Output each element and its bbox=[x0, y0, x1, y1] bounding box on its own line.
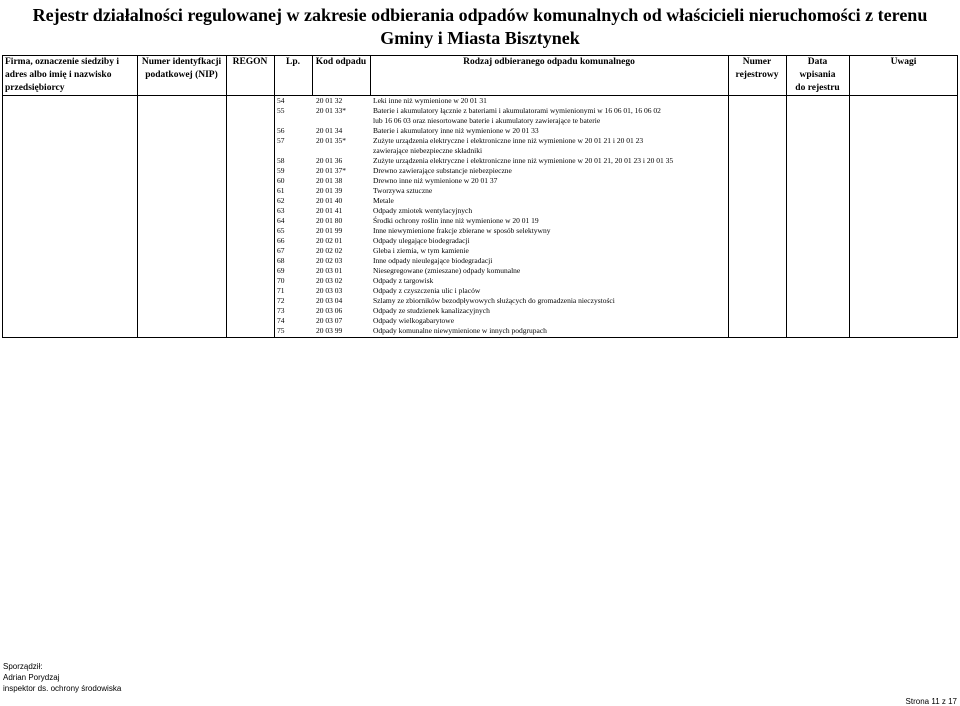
entry-description bbox=[373, 236, 728, 246]
entry-description bbox=[373, 266, 728, 276]
entry-description-line: Odpady komunalne niewymienione w innych podgrupach bbox=[373, 326, 547, 335]
entry-description-line: Tworzywa sztuczne bbox=[373, 186, 433, 195]
header-regon bbox=[226, 55, 274, 95]
entry-description bbox=[373, 106, 728, 126]
entry-description bbox=[373, 176, 728, 186]
entry-lp: 67 bbox=[277, 246, 285, 255]
entry-lp: 62 bbox=[277, 196, 285, 205]
header-line: do rejestru bbox=[795, 83, 840, 93]
entry-description-line: Odpady ulegające biodegradacji bbox=[373, 236, 470, 245]
prepared-by bbox=[3, 661, 121, 694]
header-remarks bbox=[849, 55, 958, 95]
entry-lp: 57 bbox=[277, 136, 285, 145]
header-line: przedsiębiorcy bbox=[5, 83, 65, 93]
entry-waste-code: 20 01 38 bbox=[316, 176, 343, 185]
entry-waste-code: 20 01 32 bbox=[316, 96, 343, 105]
header-waste-code bbox=[312, 55, 370, 95]
waste-entry bbox=[274, 176, 728, 186]
entry-description-line: Niesegregowane (zmieszane) odpady komunalne bbox=[373, 266, 521, 275]
waste-entry bbox=[274, 136, 728, 156]
header-line: Kod odpadu bbox=[315, 57, 367, 67]
waste-entry bbox=[274, 236, 728, 246]
entry-description-line: zawierające niebezpieczne składniki bbox=[373, 146, 483, 155]
header-registry-number bbox=[728, 55, 786, 95]
header-line: REGON bbox=[232, 57, 268, 67]
entry-description bbox=[373, 166, 728, 176]
entry-description bbox=[373, 126, 728, 136]
waste-entry bbox=[274, 246, 728, 256]
entry-lp: 73 bbox=[277, 306, 285, 315]
entry-description-line: Metale bbox=[373, 196, 394, 205]
entry-description bbox=[373, 186, 728, 196]
header-line: podatkowej (NIP) bbox=[145, 70, 218, 80]
entry-description-line: Szlamy ze zbiorników bezodpływowych służących do gromadzenia nieczystości bbox=[373, 296, 615, 305]
header-line: Numer bbox=[742, 57, 772, 67]
entry-description bbox=[373, 196, 728, 206]
waste-entry bbox=[274, 216, 728, 226]
entry-description bbox=[373, 306, 728, 316]
entry-description-line: Odpady zmiotek wentylacyjnych bbox=[373, 206, 473, 215]
entry-waste-code: 20 03 04 bbox=[316, 296, 343, 305]
entry-waste-code: 20 01 99 bbox=[316, 226, 343, 235]
entry-description bbox=[373, 256, 728, 266]
entry-lp: 64 bbox=[277, 216, 285, 225]
entry-lp: 56 bbox=[277, 126, 285, 135]
entry-description-line: Odpady z targowisk bbox=[373, 276, 434, 285]
entry-waste-code: 20 02 03 bbox=[316, 256, 343, 265]
entry-lp: 59 bbox=[277, 166, 285, 175]
entry-description-line: Gleba i ziemia, w tym kamienie bbox=[373, 246, 469, 255]
entry-lp: 69 bbox=[277, 266, 285, 275]
page-title-line: Rejestr działalności regulowanej w zakresie odbierania odpadów komunalnych od właścicieli nieruchomości z terenu bbox=[32, 5, 928, 25]
entry-lp: 54 bbox=[277, 96, 285, 105]
entry-lp: 58 bbox=[277, 156, 285, 165]
entry-description-line: Środki ochrony roślin inne niż wymienione w 20 01 19 bbox=[373, 216, 539, 225]
header-line: Lp. bbox=[286, 57, 300, 67]
waste-entry bbox=[274, 206, 728, 216]
header-line: wpisania bbox=[799, 70, 836, 80]
table-column-divider bbox=[728, 55, 729, 338]
prepared-by-name: Adrian Porydzaj bbox=[3, 673, 60, 682]
entry-waste-code: 20 03 06 bbox=[316, 306, 343, 315]
waste-entry bbox=[274, 276, 728, 286]
entry-description bbox=[373, 286, 728, 296]
waste-entry bbox=[274, 266, 728, 276]
entry-waste-code: 20 01 34 bbox=[316, 126, 343, 135]
waste-entry bbox=[274, 256, 728, 266]
entry-description-line: Inne niewymienione frakcje zbierane w sposób selektywny bbox=[373, 226, 551, 235]
entry-lp: 75 bbox=[277, 326, 285, 335]
table-column-divider bbox=[849, 55, 850, 338]
waste-entry bbox=[274, 286, 728, 296]
entry-description bbox=[373, 296, 728, 306]
page-title bbox=[0, 4, 960, 50]
entry-waste-code: 20 03 07 bbox=[316, 316, 343, 325]
entry-waste-code: 20 03 03 bbox=[316, 286, 343, 295]
waste-list bbox=[274, 96, 728, 336]
entry-lp: 70 bbox=[277, 276, 285, 285]
entry-description-line: Leki inne niż wymienione w 20 01 31 bbox=[373, 96, 487, 105]
entry-description-line: Odpady ze studzienek kanalizacyjnych bbox=[373, 306, 490, 315]
entry-waste-code: 20 02 02 bbox=[316, 246, 343, 255]
waste-entry bbox=[274, 316, 728, 326]
entry-waste-code: 20 01 39 bbox=[316, 186, 343, 195]
header-waste-type bbox=[370, 55, 728, 95]
waste-entry bbox=[274, 166, 728, 176]
waste-entry bbox=[274, 196, 728, 206]
waste-entry bbox=[274, 126, 728, 136]
entry-description bbox=[373, 226, 728, 236]
entry-waste-code: 20 03 01 bbox=[316, 266, 343, 275]
header-line: Uwagi bbox=[890, 57, 917, 67]
entry-description-line: Baterie i akumulatory łącznie z bateriami i akumulatorami wymienionymi w 16 06 01, 16 06 02 bbox=[373, 106, 661, 115]
prepared-by-role: inspektor ds. ochrony środowiska bbox=[3, 684, 122, 693]
entry-description bbox=[373, 96, 728, 106]
entry-description bbox=[373, 136, 728, 156]
page-title-line: Gminy i Miasta Bisztynek bbox=[380, 28, 580, 48]
prepared-by-label: Sporządził: bbox=[3, 662, 43, 671]
entry-waste-code: 20 01 33* bbox=[316, 106, 346, 115]
header-company bbox=[2, 55, 137, 95]
waste-entry bbox=[274, 106, 728, 126]
waste-entry bbox=[274, 306, 728, 316]
entry-waste-code: 20 03 99 bbox=[316, 326, 343, 335]
entry-lp: 55 bbox=[277, 106, 285, 115]
entry-description bbox=[373, 316, 728, 326]
entry-waste-code: 20 01 40 bbox=[316, 196, 343, 205]
entry-waste-code: 20 01 36 bbox=[316, 156, 343, 165]
entry-lp: 65 bbox=[277, 226, 285, 235]
entry-lp: 66 bbox=[277, 236, 285, 245]
table-column-divider bbox=[137, 55, 138, 338]
header-entry-date bbox=[786, 55, 849, 95]
waste-entry bbox=[274, 326, 728, 336]
waste-entry bbox=[274, 296, 728, 306]
waste-entry bbox=[274, 156, 728, 166]
entry-description bbox=[373, 156, 728, 166]
header-line: rejestrowy bbox=[735, 70, 779, 80]
entry-description-line: Zużyte urządzenia elektryczne i elektroniczne inne niż wymienione w 20 01 21 i 20 01 23 bbox=[373, 136, 644, 145]
table-column-divider bbox=[786, 55, 787, 338]
header-line: adres albo imię i nazwisko bbox=[5, 70, 112, 80]
entry-description-line: Baterie i akumulatory inne niż wymienione w 20 01 33 bbox=[373, 126, 539, 135]
entry-lp: 68 bbox=[277, 256, 285, 265]
header-line: Numer identyfkacji bbox=[141, 57, 222, 67]
header-lp bbox=[274, 55, 312, 95]
entry-waste-code: 20 02 01 bbox=[316, 236, 343, 245]
entry-lp: 71 bbox=[277, 286, 285, 295]
entry-lp: 61 bbox=[277, 186, 285, 195]
entry-description bbox=[373, 246, 728, 256]
header-line: Rodzaj odbieranego odpadu komunalnego bbox=[463, 57, 635, 67]
entry-description-line: Inne odpady nieulegające biodegradacji bbox=[373, 256, 493, 265]
entry-lp: 72 bbox=[277, 296, 285, 305]
header-line: Data bbox=[807, 57, 828, 67]
page-number: Strona 11 z 17 bbox=[905, 697, 957, 706]
entry-description bbox=[373, 216, 728, 226]
entry-waste-code: 20 01 35* bbox=[316, 136, 346, 145]
entry-description-line: Odpady z czyszczenia ulic i placów bbox=[373, 286, 481, 295]
entry-description bbox=[373, 206, 728, 216]
entry-lp: 60 bbox=[277, 176, 285, 185]
entry-waste-code: 20 03 02 bbox=[316, 276, 343, 285]
header-line: Firma, oznaczenie siedziby i bbox=[5, 57, 119, 67]
entry-lp: 74 bbox=[277, 316, 285, 325]
entry-description-line: Zużyte urządzenia elektryczne i elektroniczne inne niż wymienione w 20 01 21, 20 01 23 i 20 01 35 bbox=[373, 156, 674, 165]
entry-waste-code: 20 01 41 bbox=[316, 206, 343, 215]
entry-description bbox=[373, 276, 728, 286]
entry-description-line: Odpady wielkogabarytowe bbox=[373, 316, 455, 325]
table-column-divider bbox=[226, 55, 227, 338]
entry-description-line: lub 16 06 03 oraz niesortowane baterie i akumulatory zawierające te baterie bbox=[373, 116, 601, 125]
entry-description-line: Drewno zawierające substancje niebezpieczne bbox=[373, 166, 512, 175]
entry-description bbox=[373, 326, 728, 336]
entry-waste-code: 20 01 37* bbox=[316, 166, 346, 175]
waste-entry bbox=[274, 186, 728, 196]
waste-entry bbox=[274, 226, 728, 236]
entry-description-line: Drewno inne niż wymienione w 20 01 37 bbox=[373, 176, 498, 185]
entry-lp: 63 bbox=[277, 206, 285, 215]
header-nip bbox=[137, 55, 226, 95]
waste-entry bbox=[274, 96, 728, 106]
entry-waste-code: 20 01 80 bbox=[316, 216, 343, 225]
